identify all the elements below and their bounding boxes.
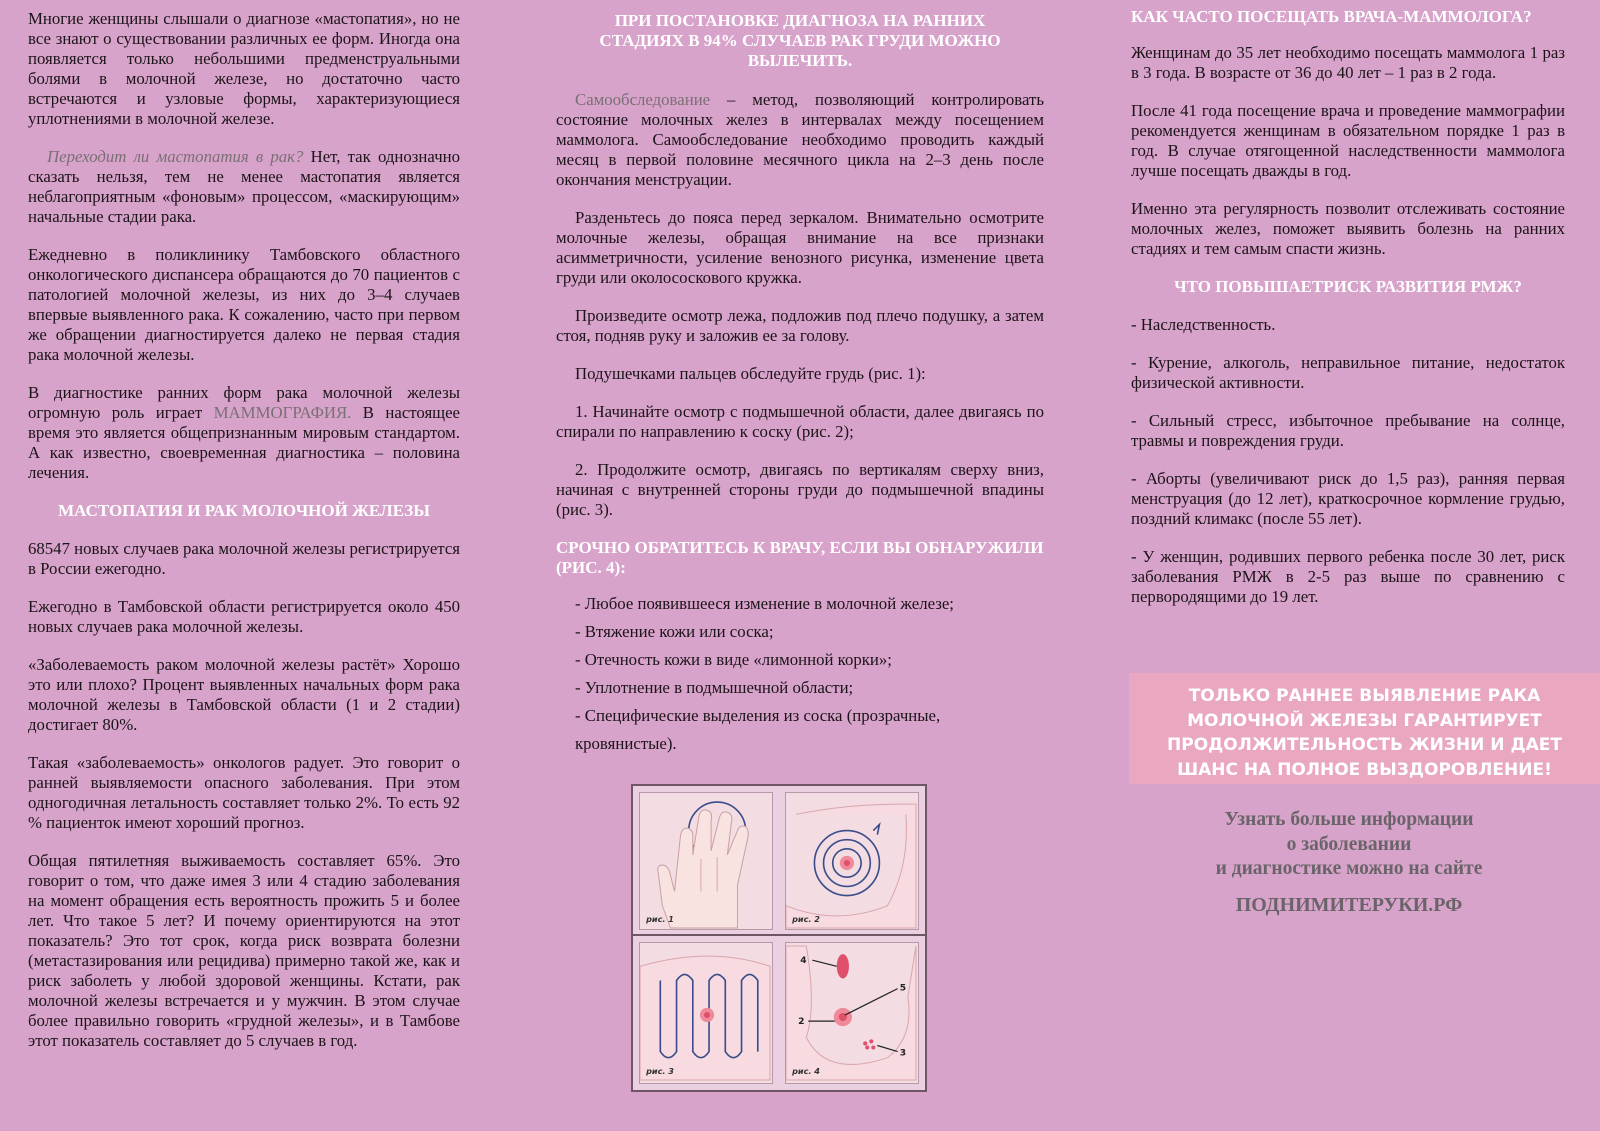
mammography-highlight: МАММОГРАФИЯ. [213,403,352,422]
paragraph-russia-cases: 68547 новых случаев рака молочной железы регистрируется в России ежегодно. [28,539,460,578]
label-5: 5 [899,983,907,994]
paragraph-dispensary-stats: Ежедневно в поликлинику Тамбовского областного онкологического диспансера обращаются до 70 пациентов с патологией молочной железы, из них до 3–4 случаев впервые выявленного рака. К сожалению, часто при первом же обращении диагностируется далеко не первая стадия рака молочной железы. [28,245,460,364]
list-item: - Специфические выделения из соска (прозрачные, кровянистые). [575,706,941,753]
risk-item: - Аборты (увеличивают риск до 1,5 раз), ранняя первая менструация (до 12 лет), краткосрочное кормление грудью, поздний климакс (после 55 лет). [1131,469,1565,528]
paragraph-step-1: 1. Начинайте осмотр с подмышечной области, далее двигаясь по спирали по направлению к соску (рис. 2); [556,402,1044,441]
risk-item: - Сильный стресс, избыточное пребывание на солнце, травмы и повреждения груди. [1131,411,1565,450]
paragraph-mirror-exam: Разденьтесь до пояса перед зеркалом. Внимательно осмотрите молочные железы, обращая внимание на все признаки асимметричности, усиление венозного рисунка, изменение цвета груди или околососкового кружка. [556,208,1044,287]
self-exam-highlight: Самообследование [575,90,711,109]
figure-1-hand [639,792,773,930]
mammography-text-end: В настоящее время это является общепризнанным мировым стандартом. А как известно, своевременная диагностика – половина лечения. [28,403,460,482]
list-item: - Втяжение кожи или соска; [575,622,774,641]
question-answer: Нет, так однозначно сказать нельзя, тем не менее мастопатия является неблагоприятным «фоновым» процессом, «маскирующим» начальные стадии рака. [28,147,461,226]
list-item: - Отечность кожи в виде «лимонной корки»; [575,650,892,669]
heading-mastopathy-cancer: МАСТОПАТИЯ И РАК МОЛОЧНОЙ ЖЕЛЕЗЫ [58,501,430,520]
more-info-line-2: о заболевании [1286,833,1412,855]
hand-illustration [640,793,772,929]
column-left [28,9,460,1069]
more-info-line-1: Узнать больше информации [1224,809,1474,830]
paragraph-under-35: Женщинам до 35 лет необходимо посещать маммолога 1 раз в 3 года. В возрасте от 36 до 40 лет – 1 раз в 2 года. [1131,43,1565,82]
signs-illustration [786,943,918,1083]
paragraph-lying-exam: Произведите осмотр лежа, подложив под плечо подушку, а затем стоя, подняв руку и заложив ее за голову. [556,306,1044,345]
vertical-illustration [640,943,772,1083]
label-4: 4 [800,956,807,967]
paragraph-mastopathy-question [28,147,460,227]
caption-fig-2: рис. 2 [792,913,820,924]
paragraph-tambov-cases: Ежегодно в Тамбовской области регистрируется около 450 новых случаев рака молочной железы. [28,597,460,636]
label-3: 3 [899,1048,907,1059]
heading-visit-frequency: КАК ЧАСТО ПОСЕЩАТЬ ВРАЧА-МАММОЛОГА? [1131,7,1532,26]
website-link[interactable]: ПОДНИМИТЕРУКИ.РФ [1235,894,1463,916]
list-item: - Уплотнение в подмышечной области; [575,678,854,697]
mammography-text-start: В диагностике ранних форм рака молочной железы огромную роль играет [28,383,460,422]
question-highlight: Переходит ли мастопатия в рак? [47,147,304,166]
figure-row-top [633,786,925,936]
paragraph-mammography [28,383,460,483]
heading-see-doctor: СРОЧНО ОБРАТИТЕСЬ К ВРАЧУ, ЕСЛИ ВЫ ОБНАРУЖИЛИ (РИС. 4): [556,538,1044,577]
paragraph-self-exam [556,90,1044,190]
self-exam-figure [631,784,927,1092]
caption-fig-1: рис. 1 [646,913,674,924]
symptom-list [556,590,1044,758]
column-right [1131,7,1565,625]
paragraph-step-2: 2. Продолжите осмотр, двигаясь по вертикалям сверху вниз, начиная с внутренней стороны груди до подмышечной впадины (рис. 3). [556,460,1044,519]
figure-3-vertical [639,942,773,1084]
paragraph-regularity: Именно эта регулярность позволит отслеживать состояние молочных желез, поможет выявить болезнь на ранних стадиях и тем самым спасти жизнь. [1131,199,1565,258]
column-middle [556,11,1044,758]
heading-early-diagnosis: ПРИ ПОСТАНОВКЕ ДИАГНОЗА НА РАННИХ СТАДИЯХ В 94% СЛУЧАЕВ РАК ГРУДИ МОЖНО ВЫЛЕЧИТЬ. [599,11,1001,70]
figure-row-bottom [633,936,925,1088]
paragraph-survival: Общая пятилетняя выживаемость составляет 65%. Это говорит о том, что даже имея 3 или 4 стадию заболевания на момент обращения есть вероятность прожить 5 и более лет. Что такое 5 лет? И почему ориентируются на этот показатель? Это тот срок, когда риск возврата болезни (метастазирования или рецидива) примерно такой же, как и риск заболеть у любой здоровой женщины. Кстати, рак молочной железы встречается и у мужчин. В этом случае более правильно говорить «грудной железы», и в Тамбове этот показатель составляет до 5 случаев в год. [28,851,460,1050]
early-detection-callout: ТОЛЬКО РАННЕЕ ВЫЯВЛЕНИЕ РАКА МОЛОЧНОЙ ЖЕЛЕЗЫ ГАРАНТИРУЕТ ПРОДОЛЖИТЕЛЬНОСТЬ ЖИЗНИ И ДАЕТ ШАНС НА ПОЛНОЕ ВЫЗДОРОВЛЕНИЕ! [1129,673,1600,784]
paragraph-incidence-growth: «Заболеваемость раком молочной железы растёт» Хорошо это или плохо? Процент выявленных начальных форм рака молочной железы в Тамбовской области (1 и 2 стадии) достигает 80%. [28,655,460,734]
more-info-line-3: и диагностике можно на сайте [1215,858,1483,879]
self-exam-text: – метод, позволяющий контролировать состояние молочных желез в интервалах между посещением маммолога. Самообследование необходимо проводить каждый месяц в первой половине месячного цикла на 2–3 день после окончания менструации. [556,90,1044,189]
risk-item: - Наследственность. [1131,315,1276,334]
more-info-text [1129,808,1569,882]
figure-2-spiral [785,792,919,930]
paragraph-mastopathy-intro: Многие женщины слышали о диагнозе «мастопатия», но не все знают о существовании различных ее форм. Иногда она появляется только небольшими предменструальными болями в молочной железе, но достаточно часто встречаются и узловые формы, характеризующиеся уплотнениями в молочной железе. [28,9,460,128]
label-2: 2 [798,1017,805,1028]
list-item: - Любое появившееся изменение в молочной железе; [575,594,954,613]
caption-fig-3: рис. 3 [646,1065,674,1076]
paragraph-after-41: После 41 года посещение врача и проведение маммографии рекомендуется женщинам в обязательном порядке 1 раз в год. В случае отягощенной наследственности маммолога лучше посещать дважды в год. [1131,101,1565,180]
risk-item: - У женщин, родивших первого ребенка после 30 лет, риск заболевания РМЖ в 2-5 раз выше по сравнению с первородящими до 19 лет. [1131,547,1565,606]
caption-fig-4: рис. 4 [792,1065,820,1076]
heading-risk-factors: ЧТО ПОВЫШАЕТРИСК РАЗВИТИЯ РМЖ? [1174,277,1522,296]
risk-item: - Курение, алкоголь, неправильное питание, недостаток физической активности. [1131,353,1565,392]
figure-4-signs [785,942,919,1084]
spiral-illustration [786,793,918,929]
paragraph-fingertips: Подушечками пальцев обследуйте грудь (рис. 1): [575,364,926,383]
paragraph-mortality: Такая «заболеваемость» онкологов радует. Это говорит о ранней выявляемости опасного заболевания. При этом одногодичная летальность составляет только 2%. То есть 92 % пациенток имеют хороший прогноз. [28,753,460,832]
